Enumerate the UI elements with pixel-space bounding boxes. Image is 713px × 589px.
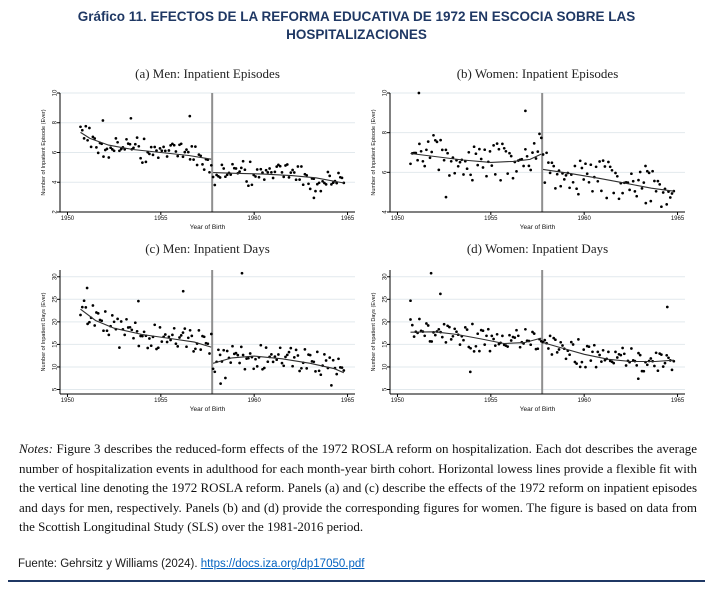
svg-text:1955: 1955 [154, 398, 168, 404]
svg-text:Year of Birth: Year of Birth [189, 224, 226, 231]
svg-text:(a) Men: Inpatient Episodes: (a) Men: Inpatient Episodes [135, 66, 280, 81]
svg-text:Number of Inpatient Days (Ever: Number of Inpatient Days (Ever) [41, 292, 47, 372]
svg-text:15: 15 [52, 341, 59, 348]
svg-text:6: 6 [382, 170, 389, 175]
svg-text:Year of Birth: Year of Birth [519, 224, 556, 231]
source-link[interactable]: https://docs.iza.org/dp17050.pdf [200, 558, 365, 570]
svg-text:5: 5 [382, 387, 389, 392]
svg-text:10: 10 [382, 89, 389, 97]
svg-text:1965: 1965 [340, 398, 355, 404]
svg-text:1960: 1960 [247, 216, 261, 222]
svg-text:(d) Women: Inpatient Days: (d) Women: Inpatient Days [466, 241, 609, 256]
svg-text:1960: 1960 [247, 398, 261, 404]
panel-a-chart [15, 65, 365, 235]
svg-text:30: 30 [52, 273, 59, 281]
svg-text:15: 15 [382, 341, 389, 348]
panel-b-chart [345, 65, 695, 235]
svg-text:Year of Birth: Year of Birth [519, 406, 556, 413]
svg-text:1950: 1950 [390, 398, 405, 404]
source-line [18, 558, 708, 570]
svg-text:Number of Inpatient Days (Ever: Number of Inpatient Days (Ever) [371, 292, 377, 372]
svg-text:Number of Inpatient Episode (E: Number of Inpatient Episode (Ever) [41, 109, 47, 196]
svg-text:1950: 1950 [60, 216, 75, 222]
panel-c-chart [15, 240, 365, 416]
svg-text:5: 5 [52, 387, 59, 392]
svg-text:2: 2 [52, 210, 59, 214]
svg-text:8: 8 [382, 130, 389, 135]
svg-text:1955: 1955 [154, 216, 168, 222]
svg-text:10: 10 [52, 89, 59, 97]
notes-label: Notes: [19, 441, 53, 456]
svg-text:1965: 1965 [670, 398, 685, 404]
figure-title-line1: Gráfico 11. EFECTOS DE LA REFORMA EDUCATIVA DE 1972 EN ESCOCIA SOBRE LAS [77, 9, 636, 24]
figure-title-line2: HOSPITALIZACIONES [286, 27, 427, 42]
notes-body: Figure 3 describes the reduced-form effects of the 1972 ROSLA reform on hospitalization. Each dot describes the average number of hospitalization events in adulthood for each month-year birth cohort. Horizontal lowess lines provide a flexible fit with the vertical line denoting the 1972 ROSLA reform. Panels (a) and (c) describe the effects of the 1972 reform on inpatient episodes and days for men, respectively. Panels (b) and (d) provide the corresponding figures for women. The figure is based on data from the Scottish Longitudinal Study (SLS) over the 1981-2016 period. [19, 441, 697, 534]
svg-text:20: 20 [382, 318, 389, 326]
svg-text:1965: 1965 [670, 216, 685, 222]
svg-text:6: 6 [52, 150, 59, 155]
svg-text:4: 4 [52, 180, 59, 184]
svg-text:4: 4 [382, 210, 389, 214]
svg-text:1960: 1960 [577, 216, 591, 222]
bottom-divider [8, 580, 705, 582]
source-prefix: Fuente: Gehrsitz y Williams (2024). [18, 558, 201, 570]
svg-text:1960: 1960 [577, 398, 591, 404]
svg-text:1955: 1955 [484, 398, 498, 404]
svg-text:1965: 1965 [340, 216, 355, 222]
svg-text:10: 10 [382, 363, 389, 371]
svg-text:(c) Men: Inpatient Days: (c) Men: Inpatient Days [145, 241, 270, 256]
svg-text:(b) Women: Inpatient Episodes: (b) Women: Inpatient Episodes [456, 66, 619, 81]
svg-text:1950: 1950 [390, 216, 405, 222]
svg-text:30: 30 [382, 273, 389, 281]
svg-text:Number of Inpatient Episode (E: Number of Inpatient Episode (Ever) [371, 109, 377, 196]
svg-text:1955: 1955 [484, 216, 498, 222]
svg-text:25: 25 [382, 295, 389, 303]
svg-text:20: 20 [52, 318, 59, 326]
svg-text:10: 10 [52, 363, 59, 371]
svg-text:Year of Birth: Year of Birth [189, 406, 226, 413]
figure-title [0, 8, 713, 44]
figure-notes [19, 439, 697, 537]
svg-text:25: 25 [52, 295, 59, 303]
panel-d-chart [345, 240, 695, 416]
svg-text:8: 8 [52, 121, 59, 125]
svg-text:1950: 1950 [60, 398, 75, 404]
